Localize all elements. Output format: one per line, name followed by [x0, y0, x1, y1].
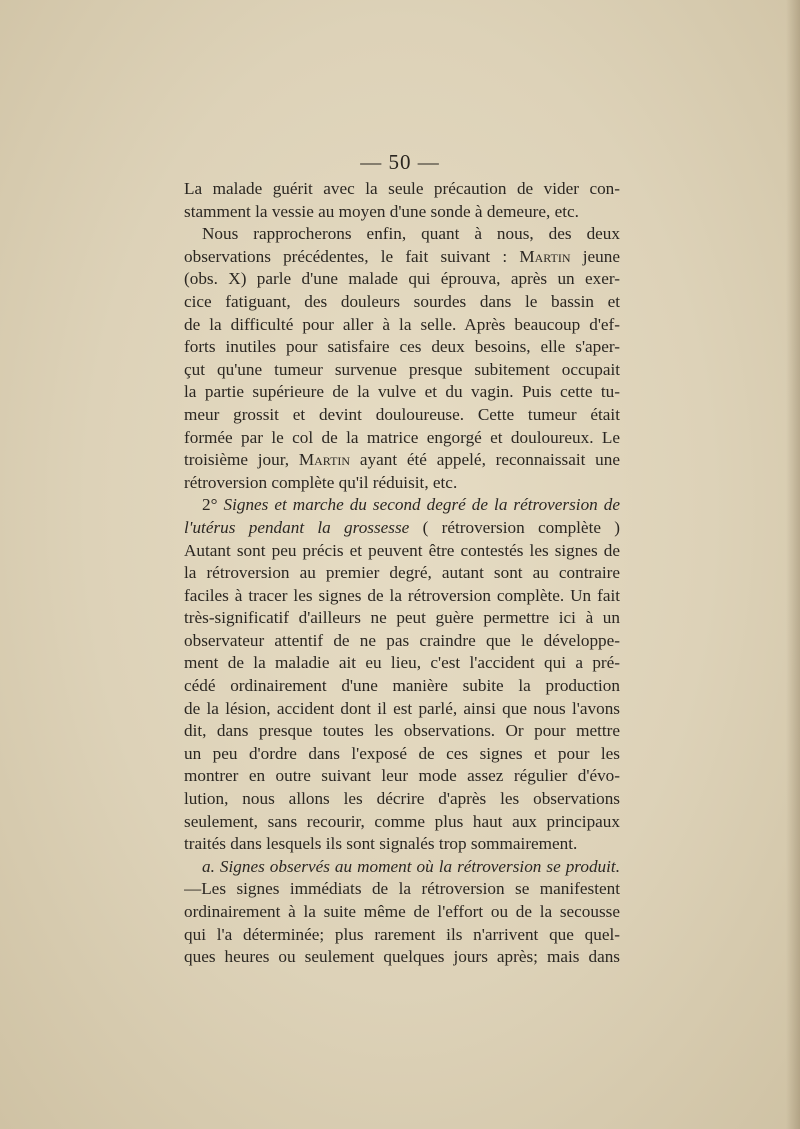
text-line: dit, dans presque toutes les observations. Or pour mettre [184, 721, 620, 741]
text-line: seulement, sans recourir, comme plus haut aux principaux [184, 811, 620, 831]
text-line: La malade guérit avec la seule précaution de vider con- [184, 179, 620, 198]
text-line: 2° Signes et marche du second degré de la rétroversion de [202, 495, 620, 515]
text-line: Autant sont peu précis et peuvent être contestés les signes de [184, 540, 620, 560]
text-line: forts inutiles pour satisfaire ces deux besoins, elle s'aper- [184, 337, 620, 357]
page-number: — 50 — [360, 150, 440, 174]
text-line: la rétroversion au premier degré, autant sont au contraire [184, 563, 620, 583]
text-line: la partie supérieure de la vulve et du vagin. Puis cette tu- [184, 382, 620, 402]
text-line: un peu d'ordre dans l'exposé de ces signes et pour les [184, 743, 620, 763]
text-line: (obs. X) parle d'une malade qui éprouva, après un exer- [184, 269, 620, 289]
text-line: qui l'a déterminée; plus rarement ils n'arrivent que quel- [184, 924, 620, 944]
text-line: très-significatif d'ailleurs ne peut guère permettre ici à un [184, 608, 620, 628]
text-line: formée par le col de la matrice engorgé et douloureux. Le [184, 427, 620, 447]
text-line: stamment la vessie au moyen d'une sonde à demeure, etc. [184, 201, 579, 221]
text-line: rétroversion complète qu'il réduisit, etc. [184, 472, 458, 492]
text-line: cédé ordinairement d'une manière subite la production [184, 676, 620, 696]
text-line: ques heures ou seulement quelques jours après; mais dans [184, 947, 620, 967]
text-line: meur grossit et devint douloureuse. Cette tumeur était [184, 404, 620, 424]
text-line: a. Signes observés au moment où la rétroversion se produit. [202, 856, 620, 876]
text-line: cice fatiguant, des douleurs sourdes dans le bassin et [184, 291, 620, 311]
text-line: —Les signes immédiats de la rétroversion se manifestent [184, 879, 620, 899]
text-line: Nous rapprocherons enfin, quant à nous, des deux [202, 224, 620, 244]
text-line: lution, nous allons les décrire d'après les observations [184, 789, 620, 809]
text-line: de la difficulté pour aller à la selle. Après beaucoup d'ef- [184, 314, 620, 334]
text-line: ordinairement à la suite même de l'effort ou de la secousse [184, 902, 620, 921]
text-line: faciles à tracer les signes de la rétroversion complète. Un fait [184, 585, 620, 605]
text-line: montrer en outre suivant leur mode assez régulier d'évo- [184, 766, 620, 786]
text-line: troisième jour, Martin ayant été appelé, reconnaissait une [184, 450, 620, 470]
text-line: ment de la maladie ait eu lieu, c'est l'accident qui a pré- [184, 653, 620, 673]
text-line: l'utérus pendant la grossesse ( rétroversion complète ) [184, 517, 620, 537]
body-text [184, 178, 620, 969]
text-line: observateur attentif de ne pas craindre que le développe- [184, 630, 620, 650]
text-line: observations précédentes, le fait suivant : Martin jeune [184, 246, 620, 266]
text-line: de la lésion, accident dont il est parlé, ainsi que nous l'avons [184, 698, 620, 718]
text-line: traités dans lesquels ils sont signalés trop sommairement. [184, 834, 578, 854]
text-line: çut qu'une tumeur survenue presque subitement occupait [184, 359, 620, 379]
